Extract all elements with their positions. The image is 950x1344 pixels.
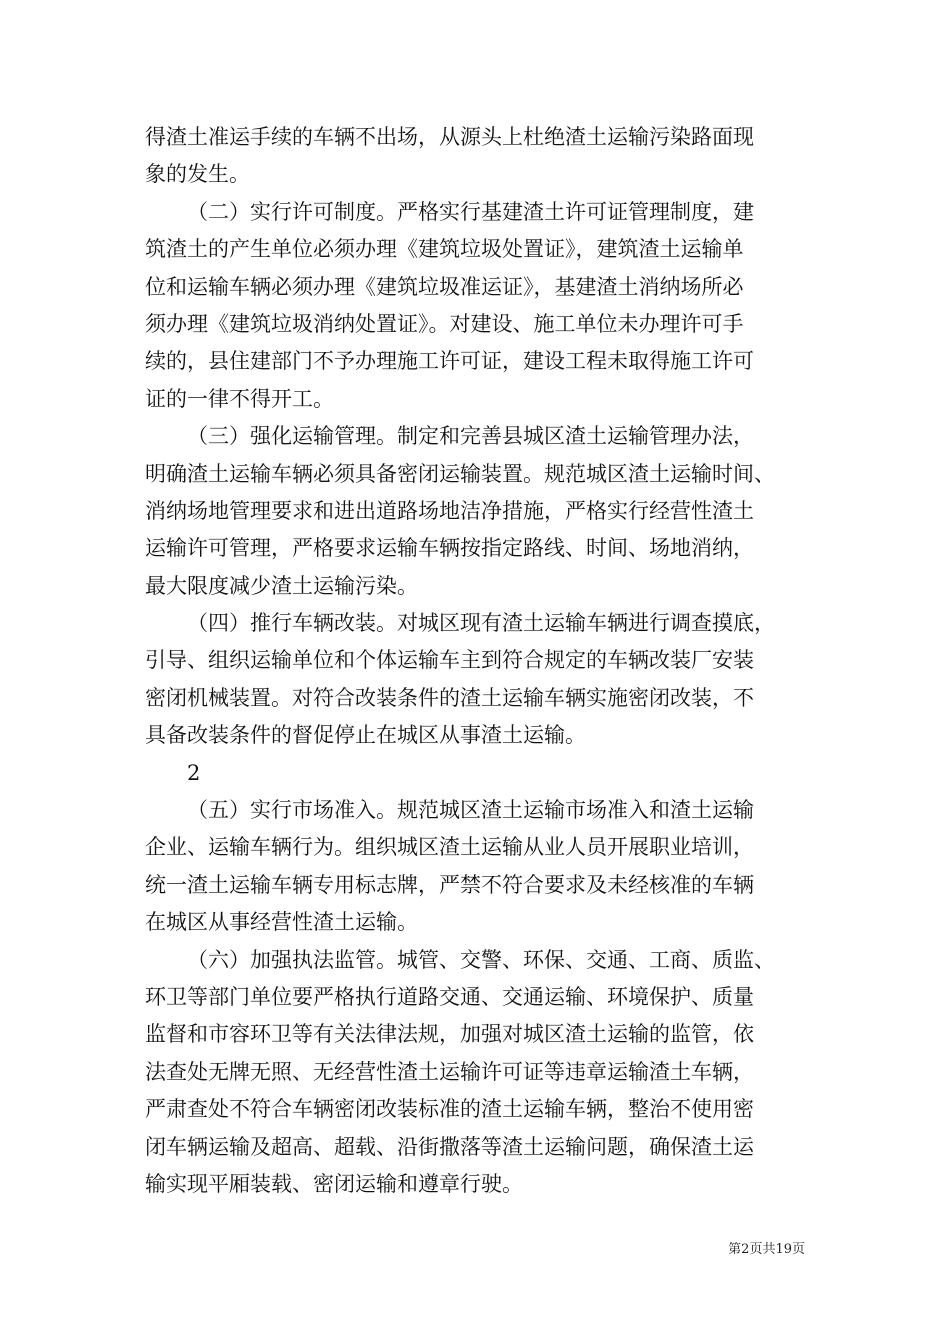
text-line: 须办理《建筑垃圾消纳处置证》。对建设、施工单位未办理许可手	[145, 311, 744, 336]
text-line: 明确渣土运输车辆必须具备密闭运输装置。规范城区渣土运输时间、	[145, 461, 775, 486]
text-line: 筑渣土的产生单位必须办理《建筑垃圾处置证》，建筑渣土运输单	[145, 237, 744, 262]
text-line: 得渣土准运手续的车辆不出场，从源头上杜绝渣土运输污染路面现	[145, 125, 754, 149]
text-line: 具备改装条件的督促停止在城区从事渣土运输。	[145, 723, 586, 748]
paragraph-start-line: （六）加强执法监管。城管、交警、环保、交通、工商、质监、	[187, 947, 775, 972]
text-line: 运输许可管理，严格要求运输车辆按指定路线、时间、场地消纳，	[145, 536, 754, 561]
text-line: 法查处无牌无照、无经营性渣土运输许可证等违章运输渣土车辆，	[145, 1059, 754, 1084]
text-line: 证的一律不得开工。	[145, 386, 334, 411]
text-line: 在城区从事经营性渣土运输。	[145, 910, 418, 935]
text-line: 最大限度减少渣土运输污染。	[145, 573, 418, 598]
text-line: 企业、运输车辆行为。组织城区渣土运输从业人员开展职业培训，	[145, 835, 754, 860]
text-line: 引导、组织运输单位和个体运输车主到符合规定的车辆改装厂安装	[145, 648, 754, 673]
text-line: 密闭机械装置。对符合改装条件的渣土运输车辆实施密闭改装，不	[145, 685, 754, 710]
text-line: 位和运输车辆必须办理《建筑垃圾准运证》，基建渣土消纳场所必	[145, 274, 744, 299]
paragraph-start-line: （二）实行许可制度。严格实行基建渣土许可证管理制度，建	[187, 199, 754, 224]
text-line: 输实现平厢装载、密闭运输和遵章行驶。	[145, 1171, 523, 1196]
text-line: 统一渣土运输车辆专用标志牌，严禁不符合要求及未经核准的车辆	[145, 872, 754, 897]
text-line: 监督和市容环卫等有关法律法规，加强对城区渣土运输的监管，依	[145, 1022, 754, 1047]
text-line: 严肃查处不符合车辆密闭改装标准的渣土运输车辆，整治不使用密	[145, 1097, 754, 1122]
paragraph-start-line: （五）实行市场准入。规范城区渣土运输市场准入和渣土运输	[187, 798, 754, 823]
page-footer-label: 第2页共19页	[728, 1242, 805, 1257]
text-line: 闭车辆运输及超高、超载、沿街撒落等渣土运输问题，确保渣土运	[145, 1134, 754, 1159]
paragraph-start-line: （三）强化运输管理。制定和完善县城区渣土运输管理办法，	[187, 424, 754, 449]
text-line: 象的发生。	[145, 162, 250, 187]
document-body	[145, 119, 810, 1203]
paragraph-start-line: （四）推行车辆改装。对城区现有渣土运输车辆进行调查摸底，	[187, 611, 775, 636]
text-line: 环卫等部门单位要严格执行道路交通、交通运输、环境保护、质量	[145, 984, 754, 1009]
text-line: 续的，县住建部门不予办理施工许可证，建设工程未取得施工许可	[145, 349, 754, 374]
text-line: 消纳场地管理要求和进出道路场地洁净措施，严格实行经营性渣土	[145, 498, 754, 523]
inline-page-number: 2	[187, 760, 201, 785]
